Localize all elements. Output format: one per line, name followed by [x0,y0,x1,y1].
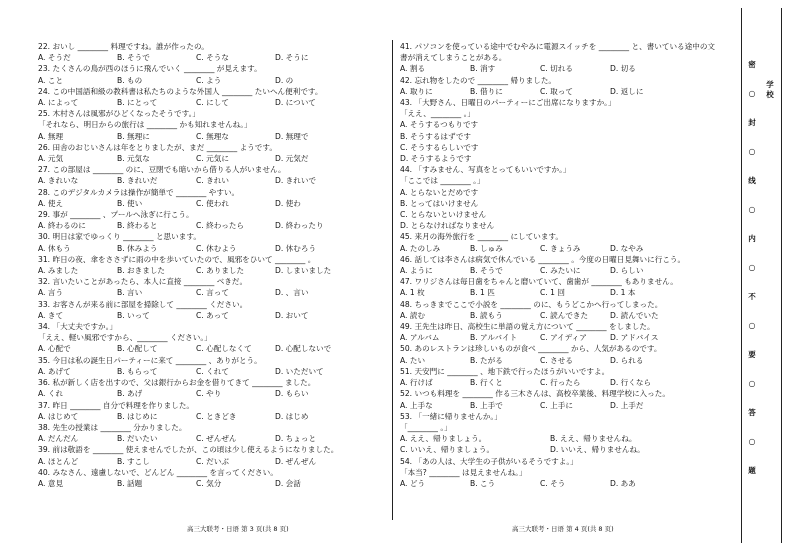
options-row [38,287,388,298]
option: A. こと [38,75,64,85]
binding-circle: ○ [748,437,756,446]
option: A. 言う [38,288,64,298]
question-text: 37. 昨日 ________ 自分で料理を作りました。 [38,400,195,410]
options-row [400,310,725,321]
option: C. そうするらしいです [400,142,479,152]
option: B. とってはいけません [400,198,479,208]
option: C. 元気に [196,154,229,164]
option: A. 読む [400,310,426,320]
options-row [38,220,388,231]
option: A. そうだ [38,53,71,63]
option: C. 読んできた [540,310,589,320]
question-text-line2: 「________ 。」 [400,422,452,432]
options-row [38,243,388,254]
option: D. きれいで [275,176,317,186]
binding-circle: ○ [748,89,756,98]
question-text: 52. いつも料理を ________ 作る三木さんは、高校卒業後、料理学校に入った。 [400,389,670,399]
right-column [400,41,725,489]
option: C. だいぶ [196,456,229,466]
question-text: 26. 田舎のおじいさんは年をとりましたが、まだ ________ ようです。 [38,142,277,152]
question-text: 31. 昨日の夜、傘をささずに雨の中を歩いていたので、風邪をひいて ________ 。 [38,254,316,264]
option: C. 無理な [196,131,229,141]
option: C. 言って [196,288,229,298]
option: D. そうするようです [400,154,472,164]
question-text: 27. この部屋は ________ のに、豆閉でも暗いから借りる人がいません。 [38,165,286,175]
option: A. たのしみ [400,243,441,253]
option: B. そうで [470,266,503,276]
options-row [400,332,725,343]
question-text: 32. 言いたいことがあったら、本人に直接 ________ べきだ。 [38,277,248,287]
option: C. そう [540,478,566,488]
options-row [38,366,388,377]
options-row [38,75,388,86]
option: D. アドバイス [610,333,659,343]
option: B. あげ [117,389,143,399]
binding-circle: ○ [748,321,756,330]
option: B. 心配して [117,344,158,354]
option: B. たがる [470,355,503,365]
option: C. にして [196,98,229,108]
option: C. 終わったら [196,221,245,231]
option: D. 無理で [275,131,309,141]
option: A. 上手な [400,400,433,410]
options-row [38,175,388,186]
option: A. 使え [38,198,64,208]
question-text: 49. 王先生は昨日、高校生に単語の覚え方について ________ をしました。 [400,322,655,332]
option: B. おきました [117,266,166,276]
option: C. 行ったら [540,378,581,388]
option: B. ええ、帰りませんね。 [550,434,637,444]
option: D. 上手だ [610,400,644,410]
option: C. 気分 [196,478,222,488]
option: B. そうするはずです [400,131,472,141]
question-text: 43. 「大野さん、日曜日のパーティーにご出席になりますか。」 [400,98,616,108]
option: D. の [275,75,294,85]
option: C. きれい [196,176,229,186]
options-row [38,153,388,164]
option: A. 終わるのに [38,221,86,231]
option: A. アルバム [400,333,440,343]
options-row [400,265,725,276]
footer-page-3: 高三大联考・日语 第 3 页(共 8 页) [187,525,289,533]
binding-char: 封 [748,118,756,127]
option: C. 心配しなくて [196,344,252,354]
option: A. 意見 [38,478,64,488]
option: D. 、言い [275,288,309,298]
option: C. ありました [196,266,245,276]
options-row [400,63,725,74]
option: C. みたいに [540,266,581,276]
options-row [38,343,388,354]
question-text-line2: 「ここでは ________ 。」 [400,176,485,186]
option: B. もらって [117,366,158,376]
options-row [400,355,725,366]
question-text: 28. このデジタルカメラは操作が簡単で ________ やすい。 [38,187,240,197]
options-row [38,478,388,489]
option: C. そうな [196,53,229,63]
option: D. 行くなら [610,378,652,388]
option: D. 休むろう [275,243,317,253]
option: B. もの [117,75,143,85]
option: B. 話題 [117,478,143,488]
option: B. 1 匹 [470,288,495,298]
footer-page-4: 高三大联考・日语 第 4 页(共 8 页) [512,525,614,533]
option: C. あって [196,310,229,320]
question-text-line2: 「それなら、明日からの旅行は ________ かも知れませんね。」 [38,120,252,130]
question-text: 45. 来月の海外旅行を ________ にしています。 [400,232,563,242]
option: D. 終わったり [275,221,324,231]
option: B. 借りに [470,86,503,96]
binding-char: 线 [748,176,756,185]
option: D. とらなければなりません [400,221,495,231]
option: C. とらないといけません [400,210,487,220]
question-text: 25. 木村さんは風邪がひどくなったそうです。」 [38,109,200,119]
option: A. 休もう [38,243,71,253]
option: A. によって [38,98,79,108]
option: D. ああ [610,478,636,488]
option: D. もらい [275,389,309,399]
option: C. いいえ、帰りましょう。 [400,445,495,455]
option: B. はじめに [117,411,158,421]
option: B. しゅみ [470,243,503,253]
option: D. いいえ、帰りませんね。 [550,445,645,455]
question-text-line2: 「ええ、________ 。」 [400,109,476,119]
option: C. させる [540,355,573,365]
options-row [400,287,725,298]
binding-char: 题 [748,466,756,475]
column-divider [392,40,393,520]
option: D. ちょっと [275,434,317,444]
option: D. いただいて [275,366,324,376]
option: B. 使い [117,198,143,208]
question-text-line2: 「本当? ________ は見えませんね。」 [400,467,527,477]
options-row [400,444,725,455]
option: B. 言い [117,288,143,298]
question-text: 50. あのレストランは珍しいものが食べ ________ から、人気があるのです。 [400,344,662,354]
question-text: 42. 忘れ物をしたので ________ 帰りました。 [400,75,557,85]
option: B. 元気な [117,154,150,164]
option: C. 休むよう [196,243,237,253]
option: A. はじめて [38,411,79,421]
option: C. 取って [540,86,573,96]
option: A. とらないとだめです [400,187,479,197]
option: A. どう [400,478,426,488]
option: A. みました [38,266,79,276]
binding-char: 要 [748,350,756,359]
option: B. アルバイト [470,333,518,343]
option: B. 読もう [470,310,503,320]
option: B. 行くと [470,378,503,388]
option: C. 使われ [196,198,229,208]
option: B. 終わると [117,221,158,231]
options-row [38,97,388,108]
option: C. 上手に [540,400,573,410]
option: B. そうで [117,53,150,63]
binding-char-school: 学 [766,80,774,89]
question-text: 23. たくさんの鳥が西のほうに飛んでいく ________ が見えます。 [38,64,262,74]
option: A. きて [38,310,64,320]
option: B. にとって [117,98,158,108]
option: C. くれて [196,366,229,376]
options-row [38,131,388,142]
options-row [38,310,388,321]
option: D. ぜんぜん [275,456,317,466]
question-text: 39. 前は敬語を ________ 使えませんでしたが、この頃は少し使えるようになりました。 [38,445,339,455]
option: D. 切る [610,64,636,74]
option: A. だんだん [38,434,79,444]
options-row [38,411,388,422]
option: D. 会話 [275,478,301,488]
option: C. ときどき [196,411,237,421]
binding-margin [740,40,780,520]
option: B. 無理に [117,131,150,141]
option: C. よう [196,75,222,85]
question-text: 33. お客さんが来る前に部屋を掃除して ________ ください。 [38,299,248,309]
option: D. おいて [275,310,309,320]
options-row [400,86,725,97]
option: B. こう [470,478,496,488]
options-row [400,478,725,489]
options-row [400,400,725,411]
option: C. きょうみ [540,243,581,253]
option: A. 取りに [400,86,433,96]
question-text: 40. みなさん、遠慮しないで、どんどん ________ を言ってください。 [38,467,278,477]
option: A. 1 枚 [400,288,425,298]
question-text: 22. おいし ________ 料理ですね。誰が作ったの。 [38,42,209,51]
option: D. 心配しないで [275,344,332,354]
option: B. きれいだ [117,176,158,186]
question-text: 44. 「すみません、写真をとってもいいですか。」 [400,165,571,175]
binding-circle: ○ [748,205,756,214]
options-row [38,456,388,467]
options-row [38,198,388,209]
binding-circle: ○ [748,263,756,272]
question-text: 51. 天安門に ________ 、地下鉄で行ったほうがいいですよ。 [400,366,610,376]
question-text-line2: 「ええ、軽い風邪ですから、________ ください。」 [38,333,212,343]
option: A. あげて [38,366,71,376]
binding-line-right [781,8,782,543]
option: A. ように [400,266,433,276]
question-text: 48. ちっきまでここで小説を ________ のに、もうどこかへ行ってしまった。 [400,299,663,309]
option: C. 1 回 [540,288,565,298]
option: A. 元気 [38,154,64,164]
option: A. 割る [400,64,426,74]
question-text: 36. 私が新しく店を出すので、父は銀行からお金を借りてきて ________ ました。 [38,378,316,388]
option: A. 無理 [38,131,64,141]
option: B. すこし [117,456,150,466]
option: D. しまいました [275,266,332,276]
question-text: 24. この中国語和級の教科書は私たちのような外国人 ________ たいへん便利です。 [38,86,323,96]
option: D. らしい [610,266,644,276]
option: D. なやみ [610,243,644,253]
left-column [38,41,388,489]
option: A. そうするつもりです [400,120,479,130]
question-text: 41. パソコンを使っている途中でむやみに電源スイッチを ________ と、書いている途中の文 [400,42,716,51]
binding-char: 不 [748,292,756,301]
option: C. 切れる [540,64,573,74]
options-row [400,377,725,388]
question-text: 54. 「あの人は、大学生の子供がいるそうですよ。」 [400,456,578,466]
binding-char: 内 [748,234,756,243]
option: D. 1 本 [610,288,636,298]
option: D. 返しに [610,86,644,96]
options-row [38,433,388,444]
option: D. 使わ [275,198,301,208]
option: D. について [275,98,316,108]
question-text: 47. ワリジさんは毎日歯をちゃんと磨いていて、歯歯が ________ もありません。 [400,277,678,287]
option: A. くれ [38,389,64,399]
options-row [38,265,388,276]
binding-circle: ○ [748,147,756,156]
option: A. 心配で [38,344,71,354]
option: C. やり [196,389,222,399]
option: D. 元気だ [275,154,309,164]
binding-char: 密 [748,60,756,69]
option: A. 行けば [400,378,433,388]
question-text: 35. 今日は私の誕生日パーティーに来て ________ 、ありがとう。 [38,355,262,365]
binding-char: 答 [748,408,756,417]
option: A. たい [400,355,426,365]
question-text-line2: 書が消えてしまうことがある。 [400,53,507,63]
option: D. 読んでいた [610,310,659,320]
option: D. られる [610,355,644,365]
binding-circle: ○ [748,379,756,388]
question-text: 53. 「一緒に帰りませんか。」 [400,411,502,421]
option: C. アイディア [540,333,587,343]
question-text: 34. 「大丈夫ですか。」 [38,322,118,332]
options-row [38,52,388,63]
option: A. ほとんど [38,456,79,466]
question-text: 30. 明日は家でゆっくり ________ と思います。 [38,232,201,242]
binding-char-school: 校 [766,90,774,99]
option: A. ええ、帰りましょう。 [400,434,487,444]
options-row [400,433,725,444]
option: D. そうに [275,53,309,63]
option: A. きれいな [38,176,79,186]
option: B. 消す [470,64,496,74]
options-row [38,388,388,399]
option: B. 休みよう [117,243,158,253]
options-row [400,243,725,254]
option: B. 上手で [470,400,503,410]
question-text: 29. 事が ________ 、プールへ泳ぎに行こう。 [38,210,194,220]
option: D. はじめ [275,411,309,421]
option: B. いって [117,310,150,320]
option: B. だいたい [117,434,158,444]
option: C. ぜんぜん [196,434,237,444]
question-text: 38. 先生の授業は ________ 分かりました。 [38,422,187,432]
question-text: 46. 話しては李さんは病気で休んでいる ________ 。今度の日曜日見舞いに行こう。 [400,254,686,264]
